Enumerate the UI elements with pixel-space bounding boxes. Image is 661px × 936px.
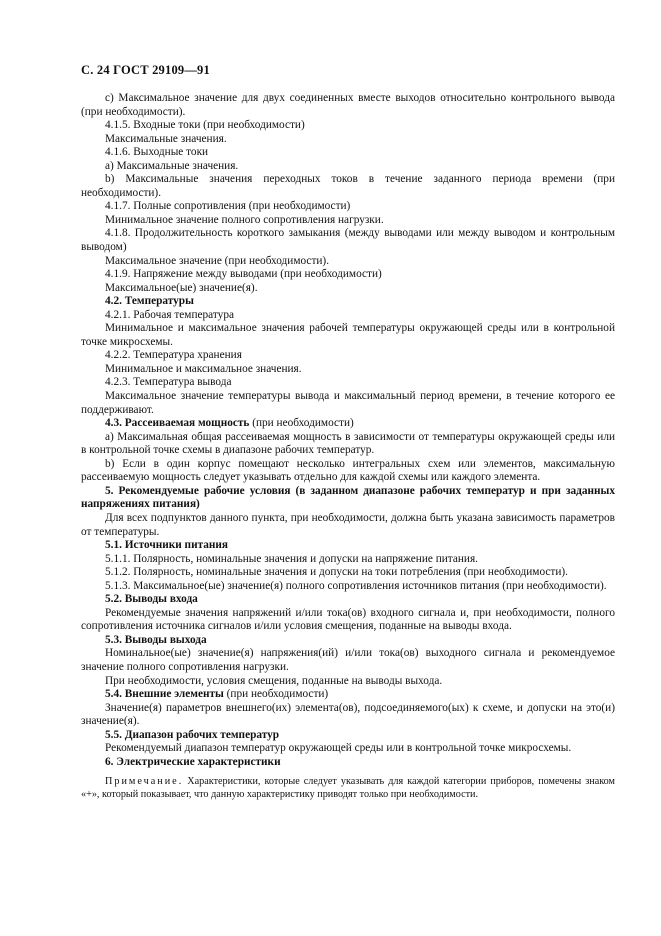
paragraph (81, 580, 615, 594)
paragraph (81, 512, 615, 539)
paragraph-text: (при необходимости) (223, 688, 329, 701)
document-body (81, 92, 615, 802)
paragraph (81, 282, 615, 296)
note-text: Характеристики, которые следует указывать для каждой категории приборов, помечены знаком «+», который показывает, что данную характеристику приводят только при необходимости. (81, 776, 615, 800)
paragraph (81, 322, 615, 349)
paragraph-text: 4.2.1. Рабочая температура (105, 308, 234, 321)
paragraph (81, 729, 615, 743)
paragraph-text: Минимальное и максимальное значения. (105, 362, 302, 375)
paragraph (81, 756, 615, 770)
paragraph (81, 349, 615, 363)
paragraph-text: a) Максимальная общая рассеиваемая мощность в зависимости от температуры окружающей среды или в контрольной точке схемы в диапазоне рабочих температур. (81, 430, 615, 457)
paragraph-text: 4.1.5. Входные токи (при необходимости) (105, 119, 305, 132)
paragraph (81, 200, 615, 214)
paragraph-text: Значение(я) параметров внешнего(их) элемента(ов), подсоединяемого(ых) к схеме, и допуски на это(и) значение(я). (81, 701, 615, 728)
paragraph-text: a) Максимальные значения. (105, 159, 239, 172)
paragraph-text: Для всех подпунктов данного пункта, при необходимости, должна быть указана зависимость параметров от температуры. (81, 511, 615, 538)
section-heading: 5. Рекомендуемые рабочие условия (в заданном диапазоне рабочих температур и при заданных напряжениях питания) (81, 484, 615, 511)
page-header: С. 24 ГОСТ 29109—91 (81, 63, 210, 77)
paragraph (81, 593, 615, 607)
paragraph (81, 688, 615, 702)
section-heading: 5.2. Выводы входа (105, 593, 198, 606)
paragraph-text: (при необходимости) (249, 417, 354, 430)
paragraph-text: Максимальное значение (при необходимости). (105, 254, 330, 267)
paragraph-text: 4.2.2. Температура хранения (105, 349, 242, 362)
paragraph-text: 5.1.3. Максимальное(ые) значение(я) полного сопротивления источников питания (при необходимости). (105, 579, 607, 592)
paragraph (81, 702, 615, 729)
paragraph-text: Рекомендуемый диапазон температур окружающей среды или в контрольной точке микросхемы. (105, 742, 572, 755)
paragraph (81, 675, 615, 689)
paragraph-text: Номинальное(ые) значение(я) напряжения(ий) и/или тока(ов) выходного сигнала и рекомендуемое значение полного сопротивления нагрузки. (81, 647, 615, 673)
section-heading: 4.3. Рассеиваемая мощность (105, 417, 250, 430)
paragraph (81, 553, 615, 567)
paragraph (81, 227, 615, 254)
paragraph-text: 4.1.6. Выходные токи (105, 146, 209, 159)
paragraph (81, 458, 615, 485)
paragraph (81, 255, 615, 269)
paragraph (81, 376, 615, 390)
paragraph-text: 4.1.8. Продолжительность короткого замыкания (между выводами или между выводом и контрольным выводом) (81, 227, 615, 254)
paragraph (81, 173, 615, 200)
paragraph-text: Максимальные значения. (105, 132, 227, 145)
paragraph (81, 119, 615, 133)
section-heading: 5.4. Внешние элементы (105, 688, 224, 701)
paragraph-text: Рекомендуемые значения напряжений и/или тока(ов) входного сигнала и, при необходимости, полного сопротивления источника сигналов и/или условия смещения, поданные на выводы входа. (81, 606, 615, 633)
paragraph-text: Максимальное(ые) значение(я). (105, 281, 258, 294)
paragraph-list (81, 92, 615, 769)
section-heading: 4.2. Температуры (105, 295, 194, 308)
paragraph-text: При необходимости, условия смещения, поданные на выводы выхода. (105, 674, 443, 687)
paragraph-text: 4.2.3. Температура вывода (105, 376, 232, 389)
paragraph (81, 539, 615, 553)
paragraph (81, 268, 615, 282)
paragraph (81, 566, 615, 580)
note (81, 776, 615, 801)
paragraph (81, 634, 615, 648)
section-heading: 6. Электрические характеристики (105, 755, 281, 768)
paragraph-text: с) Максимальное значение для двух соединенных вместе выходов относительно контрольного вывода (при необходимости). (81, 92, 615, 118)
paragraph-text: b) Если в один корпус помещают несколько интегральных схем или элементов, максимальную рассеиваемую мощность следует указывать отдельно для каждой схемы или каждого элемента. (81, 457, 615, 484)
paragraph (81, 607, 615, 634)
paragraph (81, 160, 615, 174)
paragraph-text: Минимальное и максимальное значения рабочей температуры окружающей среды или в контрольной точке микросхемы. (81, 322, 615, 348)
section-heading: 5.5. Диапазон рабочих температур (105, 728, 280, 741)
paragraph-text: 4.1.7. Полные сопротивления (при необходимости) (105, 200, 351, 213)
section-heading: 5.3. Выводы выхода (105, 633, 207, 646)
paragraph (81, 647, 615, 674)
paragraph (81, 146, 615, 160)
paragraph-text: 4.1.9. Напряжение между выводами (при необходимости) (105, 268, 382, 281)
paragraph (81, 309, 615, 323)
note-label: Примечание. (105, 776, 184, 788)
paragraph-text: 5.1.2. Полярность, номинальные значения и допуски на токи потребления (при необходимости). (105, 566, 568, 579)
paragraph (81, 295, 615, 309)
paragraph (81, 742, 615, 756)
paragraph (81, 133, 615, 147)
paragraph (81, 485, 615, 512)
paragraph (81, 214, 615, 228)
paragraph-text: Минимальное значение полного сопротивления нагрузки. (105, 213, 384, 226)
paragraph (81, 363, 615, 377)
paragraph-text: b) Максимальные значения переходных токов в течение заданного периода времени (при необходимости). (81, 173, 615, 199)
paragraph (81, 431, 615, 458)
paragraph-text: Максимальное значение температуры вывода и максимальный период времени, в течение которого ее поддерживают. (81, 390, 615, 416)
paragraph (81, 92, 615, 119)
paragraph-text: 5.1.1. Полярность, номинальные значения и допуски на напряжение питания. (105, 552, 478, 565)
section-heading: 5.1. Источники питания (105, 539, 229, 552)
paragraph (81, 390, 615, 417)
paragraph (81, 417, 615, 431)
